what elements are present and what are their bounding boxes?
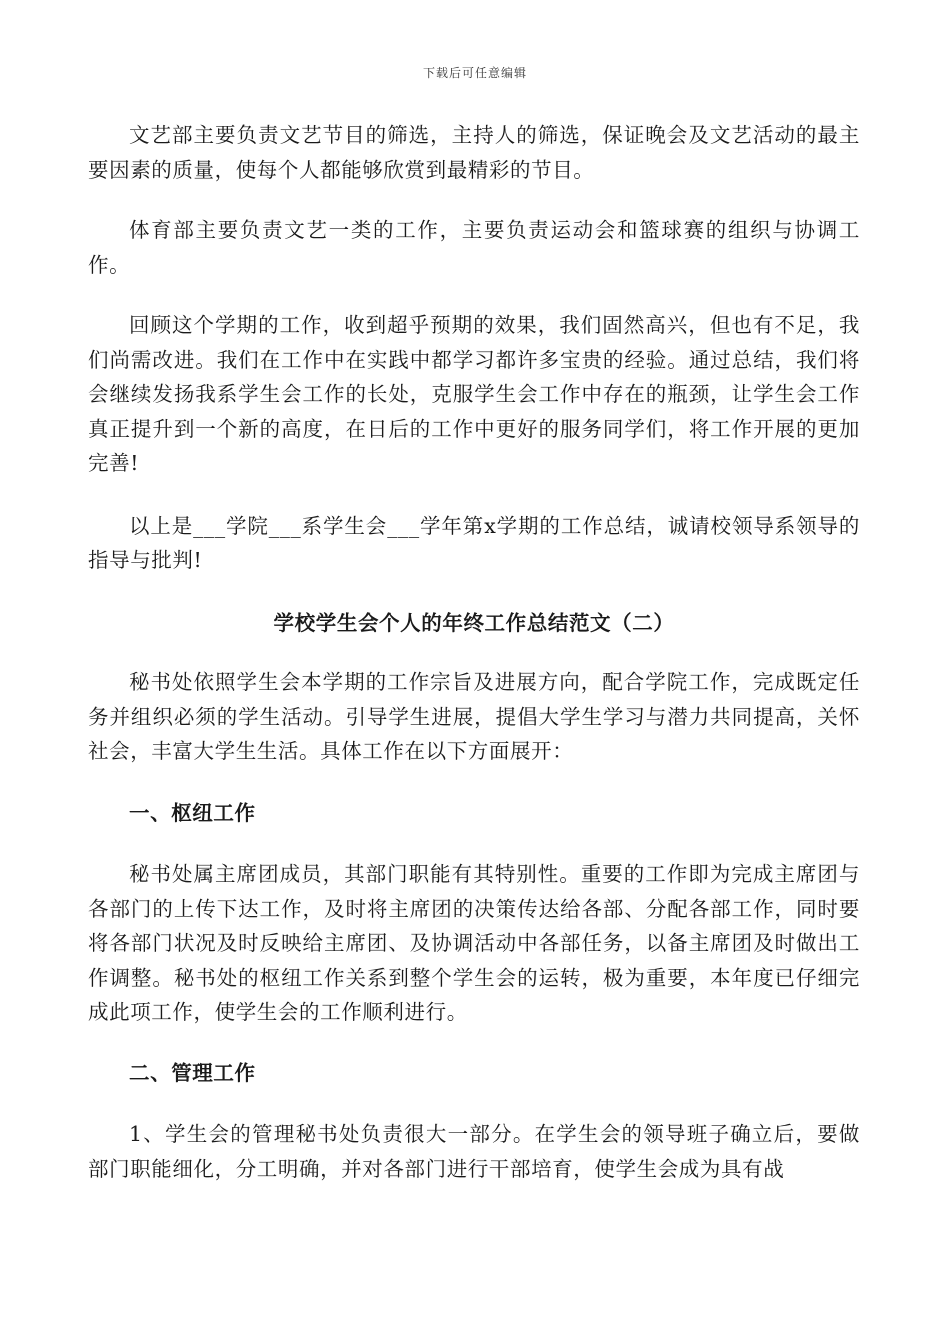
paragraph-hub-work: 秘书处属主席团成员，其部门职能有其特别性。重要的工作即为完成主席团与各部门的上传下达工作，及时将主席团的决策传达给各部、分配各部工作，同时要将各部门状况及时反映给主席团、及协调活动中各部任务，以备主席团及时做出工作调整。秘书处的枢纽工作关系到整个学生会的运转，极为重要，本年度已仔细完成此项工作，使学生会的工作顺利进行。 (88, 862, 860, 1024)
paragraph-management-work: 1、学生会的管理秘书处负责很大一部分。在学生会的领导班子确立后，要做部门职能细化，分工明确，并对各部门进行干部培育，使学生会成为具有战 (88, 1122, 860, 1181)
section-title: 学校学生会个人的年终工作总结范文（二） (273, 610, 675, 635)
paragraph-arts-dept: 文艺部主要负责文艺节目的筛选，主持人的筛选，保证晚会及文艺活动的最主要因素的质量，使每个人都能够欣赏到最精彩的节目。 (88, 123, 860, 182)
paragraph-sports-dept: 体育部主要负责文艺一类的工作，主要负责运动会和篮球赛的组织与协调工作。 (88, 218, 860, 277)
paragraph-secretariat-intro: 秘书处依照学生会本学期的工作宗旨及进展方向，配合学院工作，完成既定任务并组织必须的学生活动。引导学生进展，提倡大学生学习与潜力共同提高，关怀社会，丰富大学生生活。具体工作在以下方面展开： (88, 670, 860, 763)
heading-hub-work: 一、枢纽工作 (129, 800, 256, 825)
document-body (88, 118, 860, 1213)
header-note: 下载后可任意编辑 (422, 66, 527, 80)
heading-management-work: 二、管理工作 (129, 1060, 256, 1085)
paragraph-closing: 以上是___学院___系学生会___学年第x学期的工作总结，诚请校领导系领导的指导与批判! (88, 513, 860, 572)
paragraph-review: 回顾这个学期的工作，收到超乎预期的效果，我们固然高兴，但也有不足，我们尚需改进。我们在工作中在实践中都学习都许多宝贵的经验。通过总结，我们将会继续发扬我系学生会工作的长处，克服学生会工作中存在的瓶颈，让学生会工作真正提升到一个新的高度，在日后的工作中更好的服务同学们，将工作开展的更加完善! (88, 313, 860, 475)
